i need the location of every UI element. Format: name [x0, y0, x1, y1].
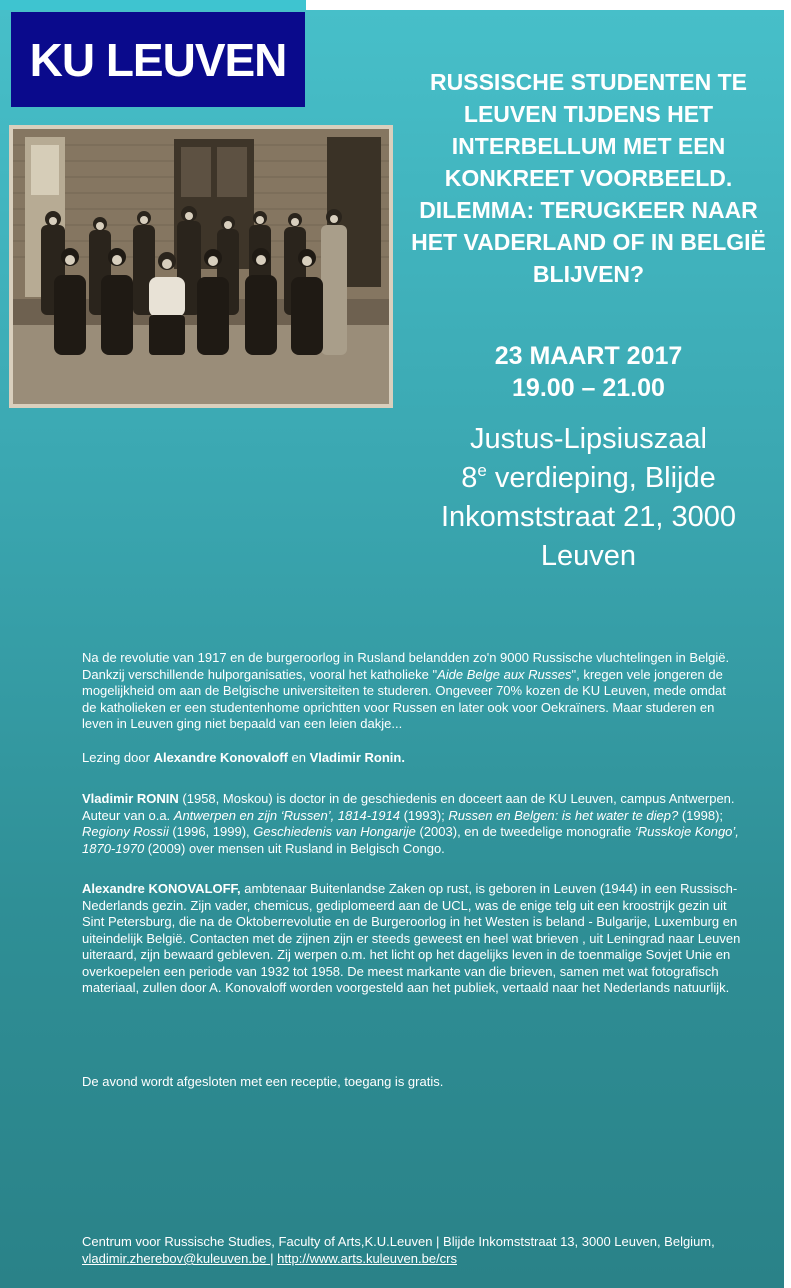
ku-leuven-logo	[11, 12, 305, 107]
ronin-text: (1958, Moskou) is doctor in de geschiedenis en doceert aan de KU Leuven, campus Antwerpen. Auteur van o.a.	[82, 791, 735, 823]
closing-note: De avond wordt afgesloten met een receptie, toegang is gratis.	[82, 1074, 444, 1089]
speaker-ronin: Vladimir Ronin.	[309, 750, 405, 765]
event-venue	[396, 420, 781, 576]
ronin-book: Regiony Rossii	[82, 824, 169, 839]
event-date: 23 MAART 2017	[494, 342, 683, 370]
footer-email-link[interactable]: vladimir.zherebov@kuleuven.be	[82, 1251, 271, 1266]
lecture-conjunction: en	[287, 750, 310, 765]
intro-paragraph	[82, 650, 742, 733]
ronin-book: Antwerpen en zijn ‘Russen’, 1814-1914	[173, 807, 400, 823]
event-title: RUSSISCHE STUDENTEN TE LEUVEN TIJDENS HET INTERBELLUM MET EEN KONKREET VOORBEELD. DILEMMA: TERUGKEER NAAR HET VADERLAND OF IN BELGIË BLIJVEN?	[411, 69, 766, 287]
konovaloff-name: Alexandre KONOVALOFF,	[82, 881, 241, 896]
venue-street: Inkomststraat 21, 3000	[441, 501, 736, 533]
ronin-text: (1993);	[399, 807, 449, 823]
card-edge	[784, 10, 791, 1288]
ronin-name: Vladimir RONIN	[82, 791, 179, 806]
logo-text: KU LEUVEN	[29, 33, 287, 86]
ronin-text: (1998);	[678, 807, 724, 823]
ronin-text: (1996, 1999),	[168, 824, 254, 839]
venue-floor	[396, 459, 781, 498]
ronin-book: Geschiedenis van Hongarije	[253, 824, 416, 839]
ronin-bio	[82, 791, 742, 857]
group-photo	[9, 125, 393, 408]
footer	[82, 1233, 742, 1267]
top-accent-strip	[0, 0, 306, 10]
footer-website-link[interactable]: http://www.arts.kuleuven.be/crs	[277, 1251, 458, 1266]
konovaloff-text: ambtenaar Buitenlandse Zaken op rust, is geboren in Leuven (1944) in een Russisch-Nederlands gezin. Zijn vader, chemicus, gediplomeerd aan de UCL, was de enige telg uit een kroostrijk gezin uit Sint Petersburg, die na de Oktoberrevolutie en de Burgeroorlog in het Westen is beland - Bulgarije, Luxemburg en uiteindelijk België. Contacten met de zijnen zijn er steeds geweest en heel wat brieven , uit Leningrad naar Leuven uiteraard, zijn bewaard gebleven. Zij werpen o.m. het licht op het dagelijks leven in de toenmalige Sovjet Unie en overkoepelen een periode van 1932 tot 1958. De meest markante van die brieven, samen met wat fotografisch materiaal, zullen door A. Konovaloff worden voorgesteld aan het publiek, vertaald naar het Nederlands natuurlijk.	[82, 881, 741, 995]
venue-floor-suffix: e	[477, 461, 487, 480]
venue-floor-rest: verdieping, Blijde	[486, 462, 716, 494]
speaker-konovaloff: Alexandre Konovaloff	[153, 750, 288, 765]
lecture-prefix: Lezing door	[82, 750, 154, 765]
footer-separator: |	[270, 1251, 274, 1266]
konovaloff-bio	[82, 881, 742, 997]
lecture-line	[82, 750, 742, 767]
ronin-text: (2003), en de tweedelige monografie	[415, 824, 635, 839]
venue-city: Leuven	[540, 540, 637, 572]
event-time: 19.00 – 21.00	[512, 374, 665, 402]
ronin-book: Russen en Belgen: is het water te diep?	[448, 807, 679, 823]
ronin-text: (2009) over mensen uit Rusland in Belgisch Congo.	[144, 840, 445, 856]
intro-text-1: Na de revolutie van 1917 en de burgeroorlog in Rusland belandden zo'n 9000 Russische vluchtelingen in België. Dankzij verschillende hulporganisaties, vooral het katholieke "	[82, 650, 730, 682]
footer-address: Centrum voor Russische Studies, Faculty of Arts,K.U.Leuven | Blijde Inkomststraat 13, 3000 Leuven, Belgium,	[82, 1234, 715, 1249]
event-datetime	[396, 340, 781, 404]
intro-organisation: Aide Belge aux Russes	[437, 666, 572, 682]
intro-text-2: ", kregen vele jongeren de mogelijkheid om aan de Belgische universiteiten te studeren. Ongeveer 70% kozen de KU Leuven, mede omdat de katholieken er een studentenhome oprichtten voor Russen en later ook voor Oekraïners. Maar studeren en leven in Leuven ging niet bepaald van een leien dakje...	[82, 666, 726, 731]
venue-floor-number: 8	[461, 462, 478, 494]
ronin-book: ‘Russkoje Kongo’, 1870-1970	[82, 824, 739, 856]
venue-room: Justus-Lipsiuszaal	[470, 423, 707, 455]
